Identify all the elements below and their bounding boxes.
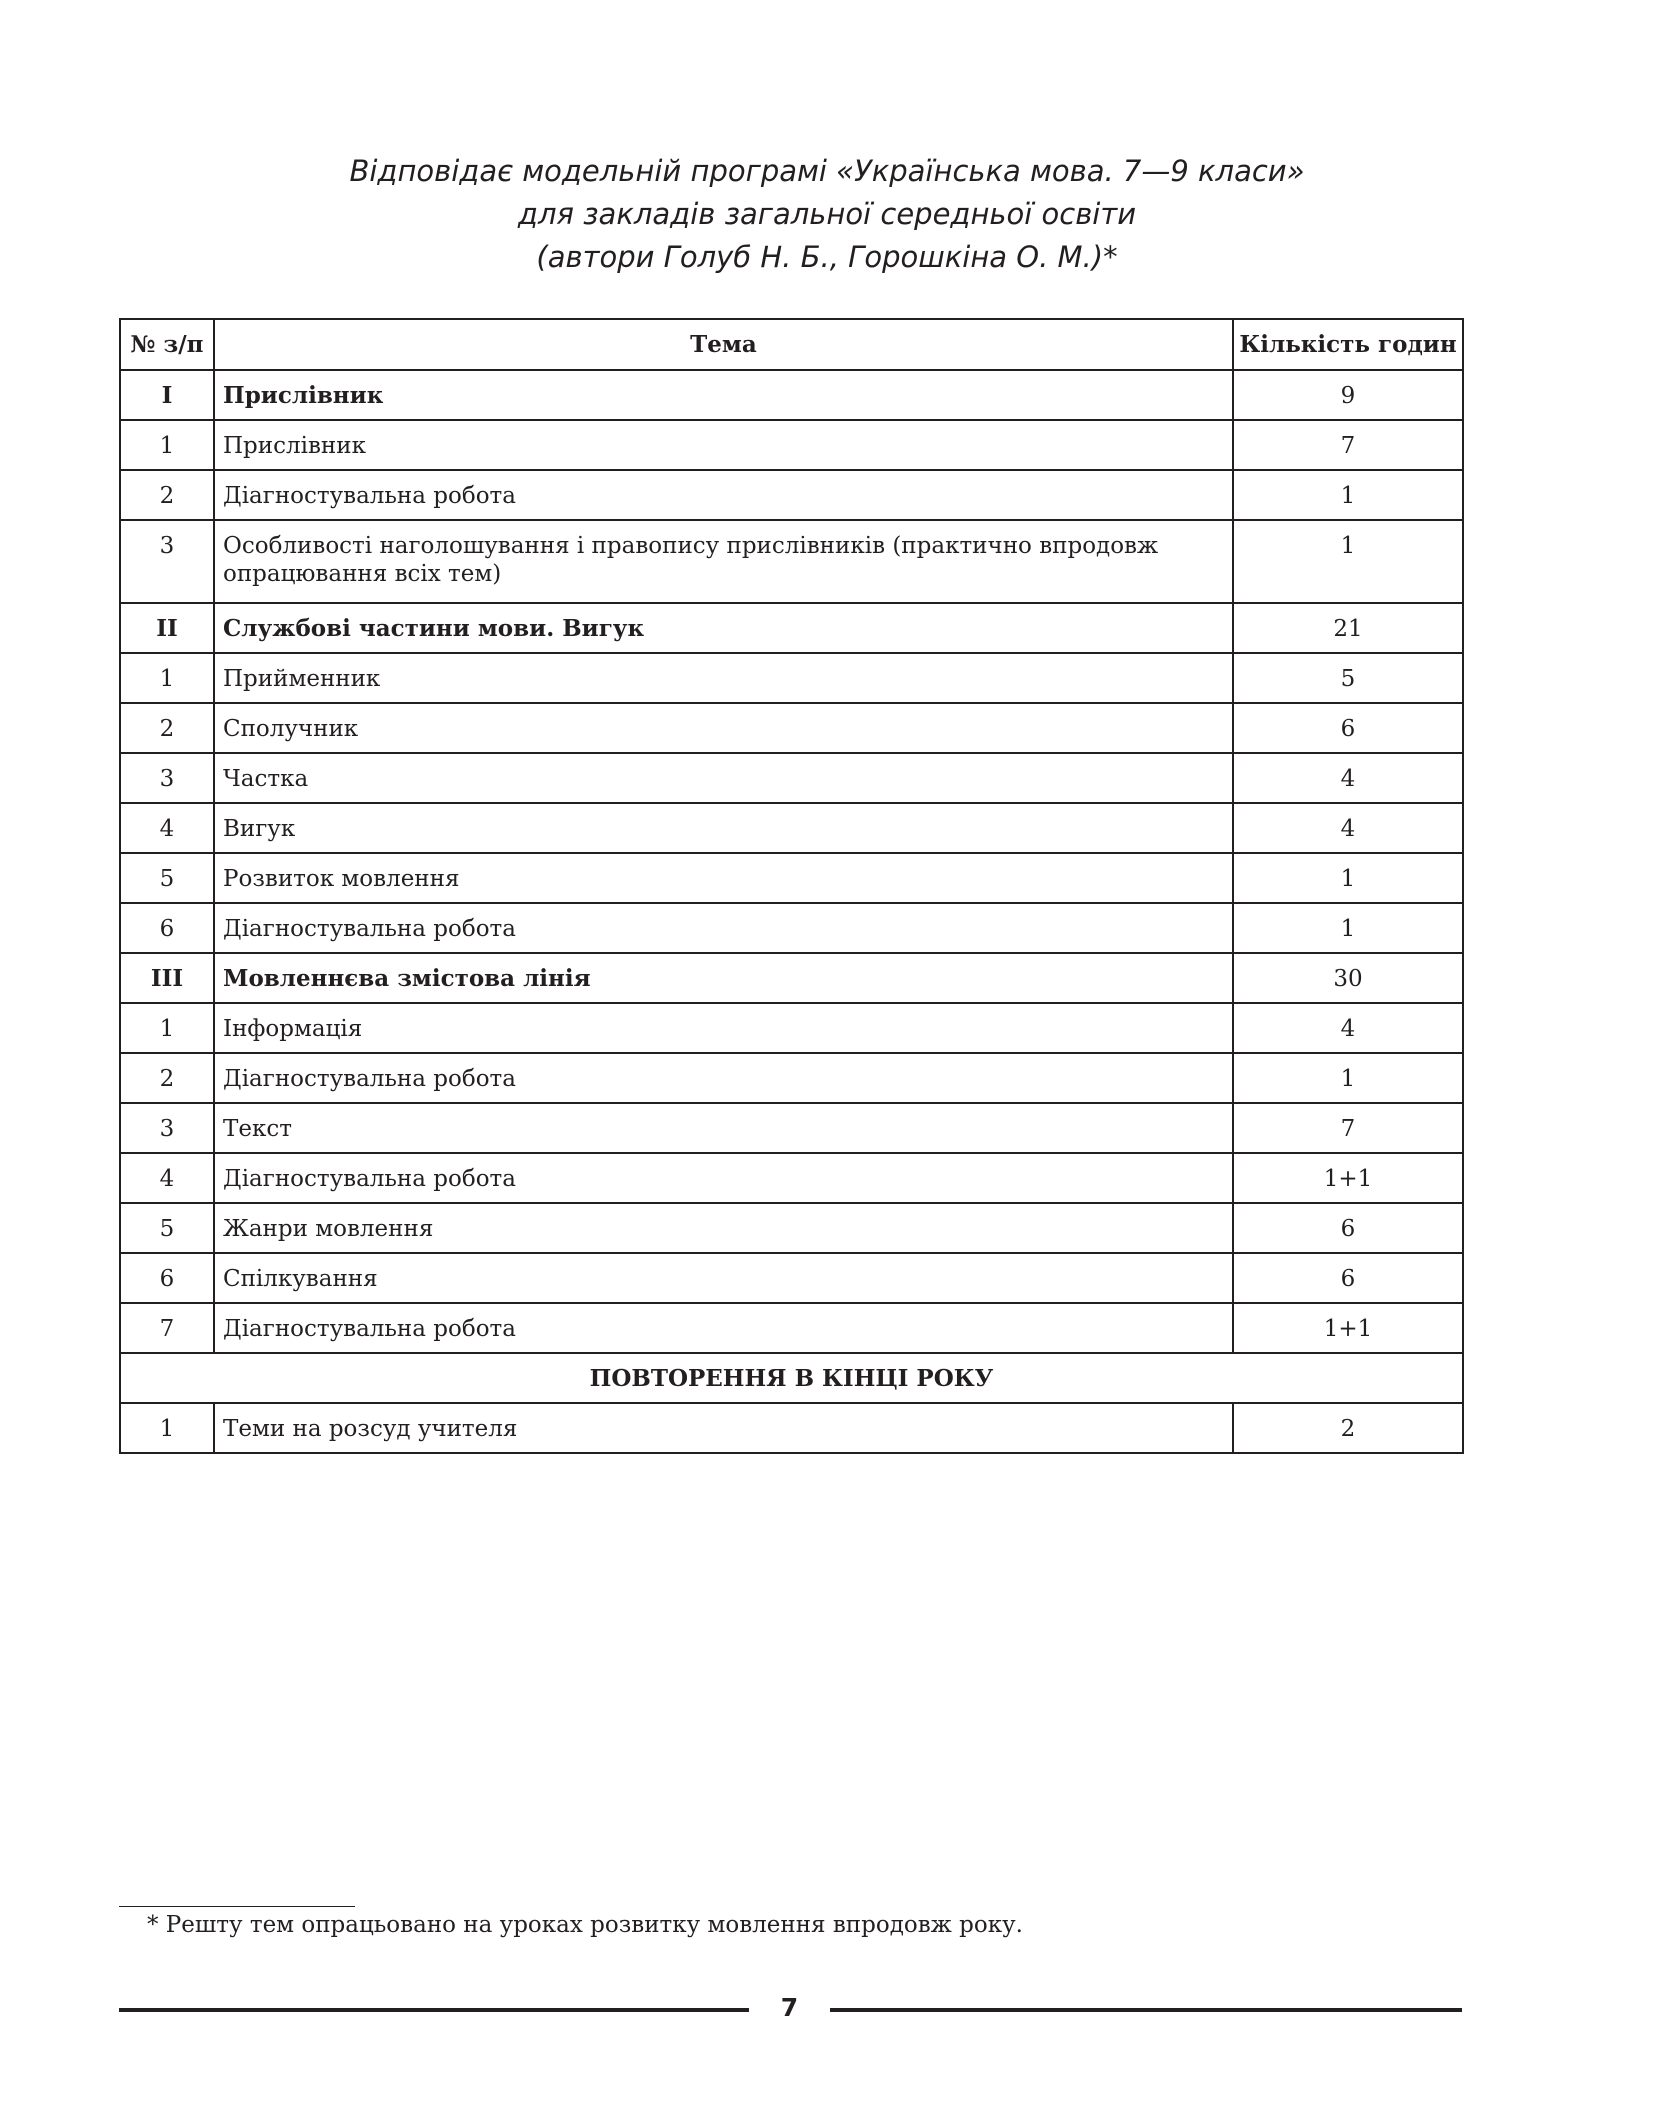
row-hours: 1	[1233, 470, 1463, 520]
row-num: II	[120, 603, 214, 653]
row-topic: Текст	[214, 1103, 1233, 1153]
row-topic: Особливості наголошування і правопису прислівників (практично впродовж опрацювання всіх тем)	[214, 520, 1233, 603]
table-row	[120, 1203, 1463, 1253]
row-hours: 4	[1233, 1003, 1463, 1053]
row-num: 2	[120, 703, 214, 753]
curriculum-table	[119, 318, 1464, 1454]
table-row	[120, 853, 1463, 903]
footer-rule-left	[119, 2008, 749, 2012]
row-topic: Діагностувальна робота	[214, 903, 1233, 953]
table-row	[120, 1003, 1463, 1053]
heading-line-1: Відповідає модельній програмі «Українська мова. 7—9 класи»	[349, 154, 1305, 188]
row-num: 4	[120, 1153, 214, 1203]
row-hours: 21	[1233, 603, 1463, 653]
table-row	[120, 1403, 1463, 1453]
table-row	[120, 370, 1463, 420]
row-hours: 1	[1233, 903, 1463, 953]
table-header-row	[120, 319, 1463, 370]
row-topic: Діагностувальна робота	[214, 1053, 1233, 1103]
row-topic: Частка	[214, 753, 1233, 803]
row-topic: Мовленнєва змістова лінія	[214, 953, 1233, 1003]
row-topic: Сполучник	[214, 703, 1233, 753]
row-num: 1	[120, 653, 214, 703]
table-row	[120, 1103, 1463, 1153]
row-topic: Прислівник	[214, 420, 1233, 470]
row-num: 1	[120, 420, 214, 470]
review-title-row	[120, 1353, 1463, 1403]
row-num: 3	[120, 1103, 214, 1153]
row-hours: 2	[1233, 1403, 1463, 1453]
row-num: 2	[120, 1053, 214, 1103]
table-row	[120, 703, 1463, 753]
review-title: ПОВТОРЕННЯ В КІНЦІ РОКУ	[120, 1353, 1463, 1403]
table-row	[120, 520, 1463, 603]
header-num: № з/п	[120, 319, 214, 370]
footnote: * Решту тем опрацьовано на уроках розвитку мовлення впродовж року.	[147, 1912, 1023, 1938]
row-hours: 1+1	[1233, 1153, 1463, 1203]
page-heading	[0, 150, 1654, 279]
table-row	[120, 1153, 1463, 1203]
row-topic: Діагностувальна робота	[214, 1303, 1233, 1353]
row-hours: 6	[1233, 1253, 1463, 1303]
row-topic: Розвиток мовлення	[214, 853, 1233, 903]
row-hours: 6	[1233, 1203, 1463, 1253]
row-hours: 7	[1233, 1103, 1463, 1153]
row-hours: 1	[1233, 520, 1463, 603]
table-row	[120, 470, 1463, 520]
row-topic: Вигук	[214, 803, 1233, 853]
row-topic: Прислівник	[214, 370, 1233, 420]
row-hours: 1+1	[1233, 1303, 1463, 1353]
row-num: 1	[120, 1003, 214, 1053]
table-row	[120, 803, 1463, 853]
footer-rule-right	[830, 2008, 1462, 2012]
row-hours: 1	[1233, 853, 1463, 903]
table-row	[120, 753, 1463, 803]
table-row	[120, 1253, 1463, 1303]
row-hours: 4	[1233, 803, 1463, 853]
row-topic: Теми на розсуд учителя	[214, 1403, 1233, 1453]
row-topic: Діагностувальна робота	[214, 1153, 1233, 1203]
row-num: I	[120, 370, 214, 420]
row-num: 4	[120, 803, 214, 853]
row-topic: Прийменник	[214, 653, 1233, 703]
row-hours: 5	[1233, 653, 1463, 703]
row-hours: 6	[1233, 703, 1463, 753]
table-row	[120, 1053, 1463, 1103]
row-topic: Інформація	[214, 1003, 1233, 1053]
table-row	[120, 1303, 1463, 1353]
row-num: III	[120, 953, 214, 1003]
row-topic: Спілкування	[214, 1253, 1233, 1303]
header-hours: Кількість годин	[1233, 319, 1463, 370]
row-num: 5	[120, 1203, 214, 1253]
row-num: 5	[120, 853, 214, 903]
heading-line-3: (автори Голуб Н. Б., Горошкіна О. М.)*	[536, 240, 1118, 274]
table-row	[120, 953, 1463, 1003]
footnote-divider	[119, 1906, 355, 1907]
row-num: 7	[120, 1303, 214, 1353]
row-num: 2	[120, 470, 214, 520]
table-row	[120, 903, 1463, 953]
row-num: 1	[120, 1403, 214, 1453]
page-number: 7	[780, 1993, 799, 2022]
header-topic: Тема	[214, 319, 1233, 370]
table-row	[120, 653, 1463, 703]
table-row	[120, 420, 1463, 470]
table-row	[120, 603, 1463, 653]
heading-line-2: для закладів загальної середньої освіти	[517, 197, 1137, 231]
row-num: 3	[120, 753, 214, 803]
row-hours: 4	[1233, 753, 1463, 803]
row-hours: 30	[1233, 953, 1463, 1003]
row-num: 6	[120, 903, 214, 953]
row-hours: 9	[1233, 370, 1463, 420]
row-num: 6	[120, 1253, 214, 1303]
row-topic: Службові частини мови. Вигук	[214, 603, 1233, 653]
row-topic: Жанри мовлення	[214, 1203, 1233, 1253]
row-topic: Діагностувальна робота	[214, 470, 1233, 520]
row-hours: 1	[1233, 1053, 1463, 1103]
row-hours: 7	[1233, 420, 1463, 470]
row-num: 3	[120, 520, 214, 603]
